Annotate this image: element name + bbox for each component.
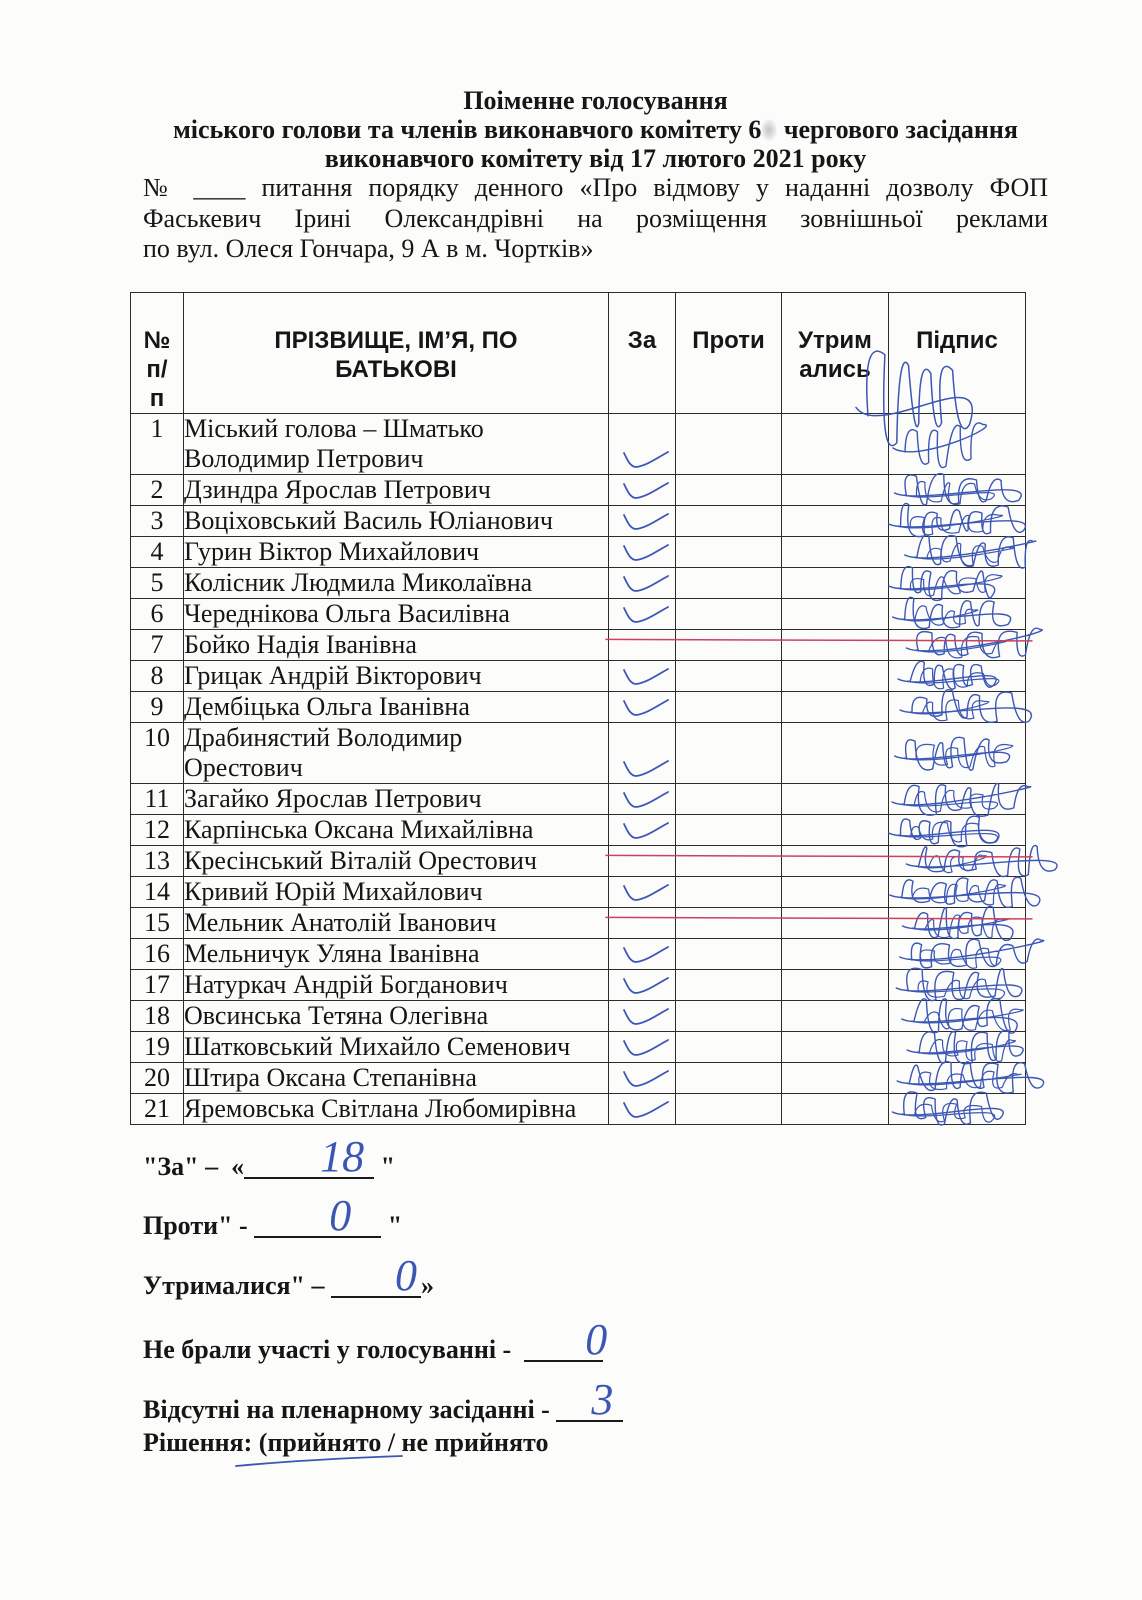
vote-against-cell — [676, 939, 782, 970]
member-name-cell — [184, 537, 609, 568]
vote-against-cell — [676, 970, 782, 1001]
row-number: 6 — [150, 599, 164, 628]
result-for-label: "За" – « — [143, 1152, 245, 1181]
vote-against-cell — [676, 1001, 782, 1032]
header-signature — [889, 293, 1026, 414]
vote-against-cell — [676, 846, 782, 877]
obscured-digit — [761, 119, 777, 141]
row-number: 19 — [144, 1032, 170, 1061]
member-name-cell — [184, 506, 609, 537]
vote-for-cell — [609, 599, 676, 630]
abstain-cell — [782, 414, 889, 475]
handwritten-count: 0 — [394, 1251, 417, 1300]
table-row — [131, 1094, 1026, 1125]
checkmark-icon — [621, 448, 671, 472]
row-number-cell — [131, 1094, 184, 1125]
table-row — [131, 475, 1026, 506]
member-name-cell — [184, 599, 609, 630]
header-name-line: ПРІЗВИЩЕ, ІМ’Я, ПО — [274, 327, 518, 354]
header-for-label: За — [627, 327, 657, 354]
vote-against-cell — [676, 1063, 782, 1094]
table-row — [131, 568, 1026, 599]
table-row — [131, 970, 1026, 1001]
vote-for-cell — [609, 1032, 676, 1063]
header-full-name — [184, 293, 609, 414]
vote-against-cell — [676, 1032, 782, 1063]
row-number: 12 — [144, 815, 170, 844]
header-abstained-line: Утрим — [798, 327, 872, 354]
vote-for-cell — [609, 537, 676, 568]
vote-against-cell — [676, 475, 782, 506]
vote-against-cell — [676, 908, 782, 939]
row-number-cell — [131, 1001, 184, 1032]
row-number: 20 — [144, 1063, 170, 1092]
row-number: 9 — [150, 692, 164, 721]
checkmark-icon — [621, 1005, 671, 1029]
member-name: Кривий Юрій Михайлович — [184, 877, 483, 906]
member-name-cell — [184, 877, 609, 908]
row-number: 11 — [144, 784, 170, 813]
signature-cell — [889, 939, 1026, 970]
member-name-cell — [184, 1032, 609, 1063]
abstain-cell — [782, 877, 889, 908]
member-name-cell — [184, 661, 609, 692]
header-number-line: № — [143, 327, 171, 354]
agenda-line: Фаськевич Ірині Олександрівні на розміщення зовнішньої реклами — [143, 203, 1048, 233]
signature-cell — [889, 723, 1026, 784]
vote-for-cell — [609, 475, 676, 506]
table-row — [131, 692, 1026, 723]
table-row — [131, 599, 1026, 630]
result-abstained-blank — [331, 1251, 421, 1300]
abstain-cell — [782, 815, 889, 846]
member-name: Гурин Віктор Михайлович — [184, 537, 480, 566]
member-name-cell — [184, 1001, 609, 1032]
signature-cell — [889, 599, 1026, 630]
result-against-close: " — [381, 1211, 403, 1240]
decision-line: Рішення: (прийнято / не прийнято — [143, 1428, 549, 1457]
row-number-cell — [131, 506, 184, 537]
member-name: Дзиндра Ярослав Петрович — [184, 475, 491, 504]
vote-against-cell — [676, 599, 782, 630]
vote-against-cell — [676, 661, 782, 692]
table-row — [131, 723, 1026, 784]
result-for-close: " — [374, 1152, 396, 1181]
abstain-cell — [782, 1001, 889, 1032]
header-signature-label: Підпис — [916, 327, 998, 354]
row-number: 17 — [144, 970, 170, 999]
row-number-cell — [131, 568, 184, 599]
signature-cell — [889, 970, 1026, 1001]
vote-for-cell — [609, 970, 676, 1001]
signature-cell — [889, 908, 1026, 939]
member-name-cell — [184, 723, 609, 784]
vote-for-cell — [609, 908, 676, 939]
table-row — [131, 939, 1026, 970]
abstain-cell — [782, 475, 889, 506]
result-abstained-close: » — [420, 1271, 434, 1300]
row-number: 21 — [144, 1094, 170, 1123]
abstain-cell — [782, 599, 889, 630]
row-number-cell — [131, 599, 184, 630]
checkmark-icon — [621, 572, 671, 596]
member-name: Загайко Ярослав Петрович — [184, 784, 482, 813]
member-name: Натуркач Андрій Богданович — [184, 970, 508, 999]
checkmark-icon — [621, 788, 671, 812]
member-name: Воціховський Василь Юліанович — [184, 506, 553, 535]
row-number-cell — [131, 1032, 184, 1063]
abstain-cell — [782, 1094, 889, 1125]
header-against-label: Проти — [692, 327, 765, 354]
member-name-cell — [184, 939, 609, 970]
member-name-cell — [184, 692, 609, 723]
checkmark-icon — [621, 603, 671, 627]
document-title — [143, 86, 1048, 173]
member-name: Дембіцька Ольга Іванівна — [184, 692, 470, 721]
title-line-2-start: міського голови та членів виконавчого комітету 6 — [173, 115, 762, 144]
row-number-cell — [131, 692, 184, 723]
title-line-2 — [143, 115, 1048, 144]
signature-cell — [889, 846, 1026, 877]
row-number: 13 — [144, 846, 170, 875]
vote-for-cell — [609, 630, 676, 661]
table-header-row — [131, 293, 1026, 414]
member-name: Колісник Людмила Миколаївна — [184, 568, 533, 597]
vote-against-cell — [676, 630, 782, 661]
table-row — [131, 815, 1026, 846]
header-number-line: п/ — [146, 356, 168, 383]
checkmark-icon — [621, 943, 671, 967]
member-name-cell — [184, 846, 609, 877]
row-number: 3 — [150, 506, 164, 535]
row-number-cell — [131, 815, 184, 846]
header-abstained-line: ались — [799, 356, 871, 383]
row-number-cell — [131, 877, 184, 908]
header-against — [676, 293, 782, 414]
table-row — [131, 414, 1026, 475]
table-body — [131, 414, 1026, 1125]
vote-for-cell — [609, 414, 676, 475]
signature-cell — [889, 1063, 1026, 1094]
checkmark-icon — [621, 479, 671, 503]
row-number-cell — [131, 475, 184, 506]
handwritten-count: 0 — [329, 1191, 352, 1240]
row-number-cell — [131, 537, 184, 568]
header-number — [131, 293, 184, 414]
row-number: 7 — [150, 630, 164, 659]
member-name-cell — [184, 1063, 609, 1094]
signature-cell — [889, 661, 1026, 692]
signature-cell — [889, 1094, 1026, 1125]
member-name-cell — [184, 475, 609, 506]
row-number-cell — [131, 939, 184, 970]
member-name: Кресінський Віталій Орестович — [184, 846, 537, 875]
result-absent — [143, 1375, 623, 1425]
vote-against-cell — [676, 568, 782, 599]
result-for-blank — [244, 1132, 374, 1181]
row-number: 16 — [144, 939, 170, 968]
row-number: 4 — [150, 537, 164, 566]
member-name-cell — [184, 970, 609, 1001]
abstain-cell — [782, 723, 889, 784]
table-row — [131, 1032, 1026, 1063]
result-absent-blank — [556, 1375, 623, 1424]
member-name: Грицак Андрій Вікторович — [184, 661, 482, 690]
abstain-cell — [782, 506, 889, 537]
checkmark-icon — [621, 757, 671, 781]
agenda-line: по вул. Олеся Гончара, 9 А в м. Чортків» — [143, 234, 594, 263]
vote-against-cell — [676, 784, 782, 815]
vote-for-cell — [609, 723, 676, 784]
member-name: Бойко Надія Іванівна — [184, 630, 417, 659]
signature-cell — [889, 692, 1026, 723]
abstain-cell — [782, 846, 889, 877]
vote-for-cell — [609, 815, 676, 846]
row-number-cell — [131, 1063, 184, 1094]
result-abstained-label: Утрималися" – — [143, 1271, 331, 1300]
checkmark-icon — [621, 881, 671, 905]
abstain-cell — [782, 630, 889, 661]
result-not-voting-blank — [524, 1315, 608, 1364]
abstain-cell — [782, 568, 889, 599]
member-name: Карпінська Оксана Михайлівна — [184, 815, 534, 844]
vote-for-cell — [609, 1094, 676, 1125]
vote-for-cell — [609, 939, 676, 970]
member-name-cell — [184, 784, 609, 815]
member-name: Мельничук Уляна Іванівна — [184, 939, 480, 968]
signature-cell — [889, 414, 1026, 475]
vote-for-cell — [609, 877, 676, 908]
vote-against-cell — [676, 815, 782, 846]
vote-for-cell — [609, 846, 676, 877]
signature-cell — [889, 1032, 1026, 1063]
vote-against-cell — [676, 1094, 782, 1125]
row-number: 18 — [144, 1001, 170, 1030]
member-name-cell — [184, 568, 609, 599]
row-number-cell — [131, 414, 184, 475]
signature-cell — [889, 784, 1026, 815]
table-row — [131, 1063, 1026, 1094]
member-name: Орестович — [184, 753, 303, 782]
result-against-blank — [254, 1191, 381, 1240]
row-number-cell — [131, 661, 184, 692]
row-number: 1 — [150, 414, 164, 443]
member-name: Овсинська Тетяна Олегівна — [184, 1001, 489, 1030]
abstain-cell — [782, 970, 889, 1001]
member-name: Шатковський Михайло Семенович — [184, 1032, 571, 1061]
table-row — [131, 1001, 1026, 1032]
abstain-cell — [782, 1063, 889, 1094]
header-for — [609, 293, 676, 414]
checkmark-icon — [621, 510, 671, 534]
row-number-cell — [131, 846, 184, 877]
result-absent-label: Відсутні на пленарному засіданні - — [143, 1395, 557, 1424]
abstain-cell — [782, 661, 889, 692]
abstain-cell — [782, 908, 889, 939]
vote-against-cell — [676, 414, 782, 475]
table-row — [131, 784, 1026, 815]
signature-cell — [889, 630, 1026, 661]
header-abstained — [782, 293, 889, 414]
member-name-cell — [184, 630, 609, 661]
vote-for-cell — [609, 692, 676, 723]
agenda-line: № ____ питання порядку денного «Про відмову у наданні дозволу ФОП — [143, 173, 1048, 202]
table-row — [131, 908, 1026, 939]
title-line-2-end: чергового засідання — [777, 115, 1018, 144]
handwritten-count: 18 — [320, 1132, 365, 1181]
signature-cell — [889, 506, 1026, 537]
vote-for-cell — [609, 1001, 676, 1032]
result-against-label: Проти" - — [143, 1211, 255, 1240]
vote-for-cell — [609, 1063, 676, 1094]
row-number: 2 — [150, 475, 164, 504]
table-row — [131, 846, 1026, 877]
handwritten-count: 3 — [591, 1375, 614, 1424]
member-name-cell — [184, 815, 609, 846]
roll-call-table — [130, 292, 1026, 1125]
row-number: 8 — [150, 661, 164, 690]
row-number-cell — [131, 970, 184, 1001]
row-number-cell — [131, 723, 184, 784]
checkmark-icon — [621, 665, 671, 689]
result-abstained — [143, 1251, 434, 1301]
title-line-3: виконавчого комітету від 17 лютого 2021 року — [324, 144, 867, 173]
checkmark-icon — [621, 974, 671, 998]
signature-cell — [889, 877, 1026, 908]
signature-cell — [889, 568, 1026, 599]
signature-cell — [889, 1001, 1026, 1032]
signature-cell — [889, 537, 1026, 568]
member-name-cell — [184, 1094, 609, 1125]
abstain-cell — [782, 784, 889, 815]
table-row — [131, 506, 1026, 537]
table-row — [131, 877, 1026, 908]
result-against — [143, 1191, 403, 1241]
row-number: 5 — [150, 568, 164, 597]
checkmark-icon — [621, 541, 671, 565]
vote-against-cell — [676, 692, 782, 723]
checkmark-icon — [621, 1067, 671, 1091]
vote-against-cell — [676, 877, 782, 908]
member-name: Володимир Петрович — [184, 444, 424, 473]
abstain-cell — [782, 692, 889, 723]
abstain-cell — [782, 939, 889, 970]
title-line-1: Поіменне голосування — [463, 86, 728, 115]
vote-for-cell — [609, 661, 676, 692]
vote-for-cell — [609, 784, 676, 815]
vote-for-cell — [609, 506, 676, 537]
vote-for-cell — [609, 568, 676, 599]
table-row — [131, 630, 1026, 661]
member-name: Міський голова – Шматько — [184, 414, 484, 443]
row-number-cell — [131, 784, 184, 815]
abstain-cell — [782, 1032, 889, 1063]
member-name: Яремовська Світлана Любомирівна — [184, 1094, 577, 1123]
header-number-line: п — [149, 385, 165, 412]
result-for — [143, 1132, 396, 1182]
row-number-cell — [131, 908, 184, 939]
table-row — [131, 537, 1026, 568]
member-name: Череднікова Ольга Василівна — [184, 599, 510, 628]
checkmark-icon — [621, 1036, 671, 1060]
result-not-voting — [143, 1315, 608, 1365]
result-not-voting-label: Не брали участі у голосуванні - — [143, 1335, 525, 1364]
vote-against-cell — [676, 537, 782, 568]
member-name: Штира Оксана Степанівна — [184, 1063, 477, 1092]
vote-against-cell — [676, 506, 782, 537]
checkmark-icon — [621, 696, 671, 720]
signature-cell — [889, 815, 1026, 846]
vote-against-cell — [676, 723, 782, 784]
handwritten-count: 0 — [585, 1315, 608, 1364]
checkmark-icon — [621, 819, 671, 843]
row-number-cell — [131, 630, 184, 661]
header-name-line: БАТЬКОВІ — [335, 356, 457, 383]
member-name-cell — [184, 414, 609, 475]
row-number: 15 — [144, 908, 170, 937]
abstain-cell — [782, 537, 889, 568]
row-number: 10 — [144, 723, 170, 752]
member-name-cell — [184, 908, 609, 939]
agenda-item — [143, 173, 1048, 265]
member-name: Мельник Анатолій Іванович — [184, 908, 497, 937]
signature-cell — [889, 475, 1026, 506]
member-name: Драбинястий Володимир — [184, 723, 463, 752]
table-row — [131, 661, 1026, 692]
checkmark-icon — [621, 1098, 671, 1122]
row-number: 14 — [144, 877, 170, 906]
